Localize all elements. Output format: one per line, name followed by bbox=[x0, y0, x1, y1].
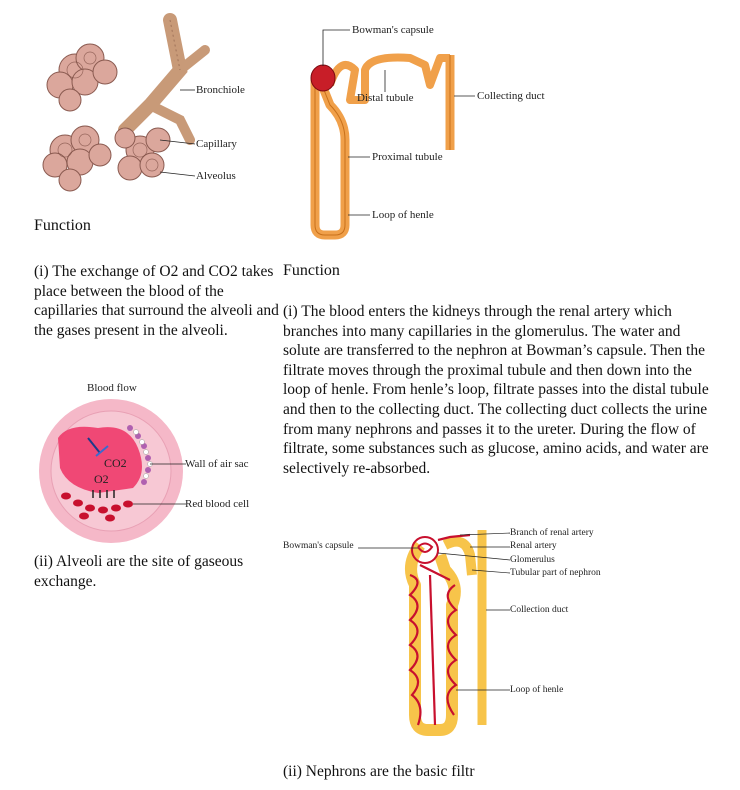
label-loop-of-henle-2: Loop of henle bbox=[510, 685, 564, 695]
label-red-blood-cell: Red blood cell bbox=[185, 498, 250, 510]
label-co2: CO2 bbox=[104, 456, 127, 470]
left-function-point-2: (ii) Alveoli are the site of gaseous exchange. bbox=[34, 553, 244, 590]
label-bowmans-capsule-1: Bowman's capsule bbox=[352, 24, 434, 36]
left-function-point-1: (i) The exchange of O2 and CO2 takes place between the blood of the capillaries that surround the alveoli and the gases present in the alveoli. bbox=[34, 263, 279, 339]
label-distal-tubule: Distal tubule bbox=[357, 92, 414, 104]
label-collection-duct: Collection duct bbox=[510, 605, 569, 615]
right-function-point-1: (i) The blood enters the kidneys through the renal artery which branches into many capillaries in the glomerulus. The water and solute are transferred to the nephron at Bowman’s capsule. Then the filtrate moves through the proximal tubule and then down into the loop of henle. From henle’s loop, filtrate passes into the distal tubule and then to the collecting duct. The collecting duct collects the urine from many nephrons and passes it to the ureter. During the flow of filtrate, some substances such as glucose, amino acids, and water are selectively re-absorbed. bbox=[283, 303, 709, 477]
label-bronchiole: Bronchiole bbox=[196, 84, 245, 96]
label-blood-flow: Blood flow bbox=[87, 382, 137, 394]
label-collecting-duct: Collecting duct bbox=[477, 90, 545, 102]
label-branch-of-renal-artery: Branch of renal artery bbox=[510, 528, 594, 538]
label-tubular-part-of-nephron: Tubular part of nephron bbox=[510, 568, 601, 578]
nephron-illustration-1 bbox=[290, 10, 490, 240]
label-alveolus: Alveolus bbox=[196, 170, 236, 182]
nephron-illustration-2 bbox=[390, 525, 510, 745]
function-heading-left: Function bbox=[34, 217, 91, 234]
label-proximal-tubule: Proximal tubule bbox=[372, 151, 443, 163]
alveolus-illustration bbox=[38, 398, 188, 548]
label-capillary: Capillary bbox=[196, 138, 237, 150]
label-wall-of-air-sac: Wall of air sac bbox=[185, 458, 249, 470]
label-loop-of-henle-1: Loop of henle bbox=[372, 209, 434, 221]
label-o2: O2 bbox=[94, 472, 109, 486]
label-glomerulus: Glomerulus bbox=[510, 555, 555, 565]
right-function-point-2: (ii) Nephrons are the basic filtr bbox=[283, 763, 475, 780]
bowmans-capsule-leader bbox=[358, 543, 418, 553]
label-renal-artery: Renal artery bbox=[510, 541, 557, 551]
function-heading-right: Function bbox=[283, 262, 340, 279]
label-bowmans-capsule-2: Bowman's capsule bbox=[283, 541, 354, 551]
